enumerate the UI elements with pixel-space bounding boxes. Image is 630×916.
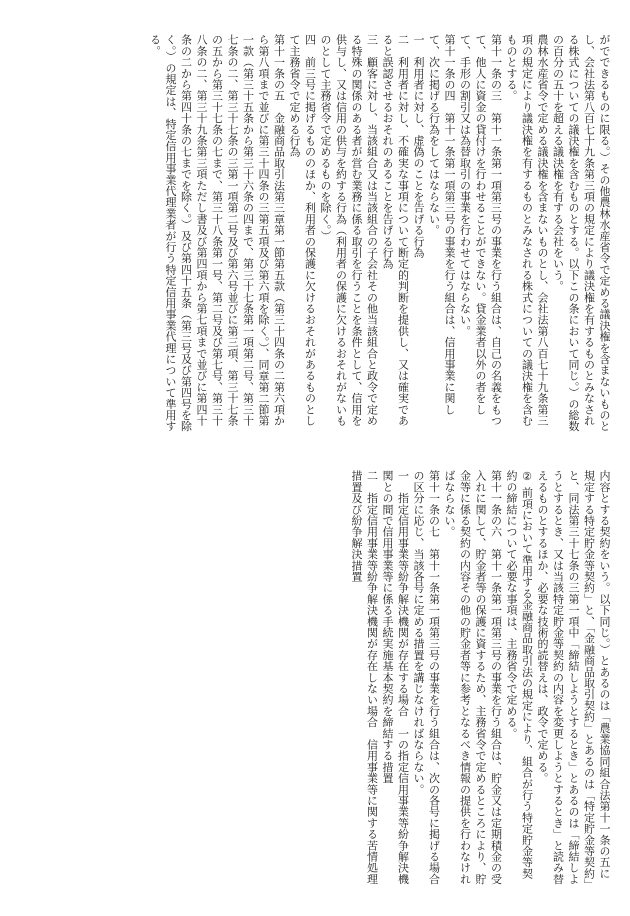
upper-paragraph: がでできるものに限る。）その他農林水産省令で定める議決権を含まないものとし、会社法第八百七十九条第三項の規定により議決権を有するものとみなされる株式についての議決権を含むものとする。以下この条において同じ。）の総数の百分の五十を超える議決権を有する会社をいう。	[551, 34, 611, 432]
upper-paragraph: 第十一条の四 第十一条第一項第三号の事業を行う組合は、信用事業に関して、次に掲げる行為をしてはならない。	[427, 34, 456, 415]
upper-paragraph: 農林水産省令で定める議決権を含まないものとし、会社法第八百七十九条第三項の規定により議決権を有するものとみなされる株式についての議決権を含むものとする。	[505, 34, 549, 426]
upper-paragraph: 四 前三号に掲げるもののほか、利用者の保護に欠けるおそれがあるものとして主務省令で定める行為	[288, 34, 317, 426]
lower-vertical-text	[18, 470, 612, 890]
upper-paragraph: 三 顧客に対し、当該組合又は当該組合の子会社その他当該組合と政令で定める特殊の関係のある者が営む業務に係る取引を行うことを条件として、信用を供与し、又は信用の供与を約する行為（利用者の保護に欠けるおそれがないものとして主務省令で定めるものを除く。）	[319, 34, 379, 426]
lower-paragraph: 二 指定信用事業等紛争解決機関が存在しない場合 信用事業等に関する苦情処理措置及び紛争解決措置	[350, 470, 379, 885]
lower-paragraph: 第十一条の七 第十一条第一項第三号の事業を行う組合は、次の各号に掲げる場合の区分に応じ、当該各号に定める措置を講じなければならない。	[412, 470, 441, 885]
lower-paragraph: 一 指定信用事業等紛争解決機関が存在する場合 一の指定信用事業等紛争解決機関との間で信用事業等に係る手続実施基本契約を締結する措置	[381, 470, 410, 885]
upper-paragraph: 第十一条の三 第十一条第一項第三号の事業を行う組合は、自己の名義をもつて、他人に資金の貸付けを行わせることができない。貸金業者以外の者をして、手形の割引又は為替取引の事業を行わせてはならない。	[458, 34, 503, 426]
upper-paragraph: 第十一条の五 金融商品取引法第三章第一節第五款（第三十四条の二第六項から第八項まで並びに第三十四条の三第五項及び第六項を除く。）、同章第二節第一款（第三十五条から第三十六条の四まで、第三十七条第一項第二号、第三十七条の二、第三十七条の三第一項第二号及び第六号並びに第三項、第三十七条の五から第三十七条の七まで、第三十八条第一号、第二号及び第七号、第三十八条の二、第三十九条第三項ただし書及び第四項から第七項まで並びに第四十条の二から第四十条の七までを除く。）及び第四十五条（第三号及び第四号を除く。）の規定は、特定信用事業代理業者が行う特定信用事業代理について準用する。	[148, 34, 286, 432]
lower-paragraph: ② 前項において準用する金融商品取引法の規定により、組合が行う特定貯金等契約の締結について必要な事項は、主務省令で定める。	[505, 470, 534, 879]
upper-text-block	[18, 34, 612, 434]
lower-paragraph: 第十一条の六 第十一条第一項第三号の事業を行う組合は、貯金又は定期積金の受入れに関して、貯金者等の保護に資するため、主務省令で定めるところにより、貯金等に係る契約の内容その他の貯金者等に参考となるべき情報の提供を行わなければならない。	[443, 470, 503, 885]
upper-paragraph: 二 利用者に対し、不確実な事項について断定的判断を提供し、又は確実であると誤認させるおそれのあることを告げる行為	[381, 34, 410, 426]
upper-vertical-text	[18, 34, 612, 434]
section-divider	[18, 450, 612, 451]
lower-text-block	[18, 470, 612, 890]
upper-paragraph: 一 利用者に対し、虚偽のことを告げる行為	[412, 34, 425, 258]
lower-paragraph: 内容とする契約をいう。以下同じ。）とあるのは「農業協同組合法第十一条の五に規定する特定貯金等契約」と、「金融商品取引契約」とあるのは「特定貯金等契約」と、同法第三十七条の三第一項中「締結しようとするとき」とあるのは「締結しようとするとき、又は当該特定貯金等契約の内容を変更しようとするとき」と読み替えるものとするほか、必要な技術的読替えは、政令で定める。	[536, 470, 611, 885]
